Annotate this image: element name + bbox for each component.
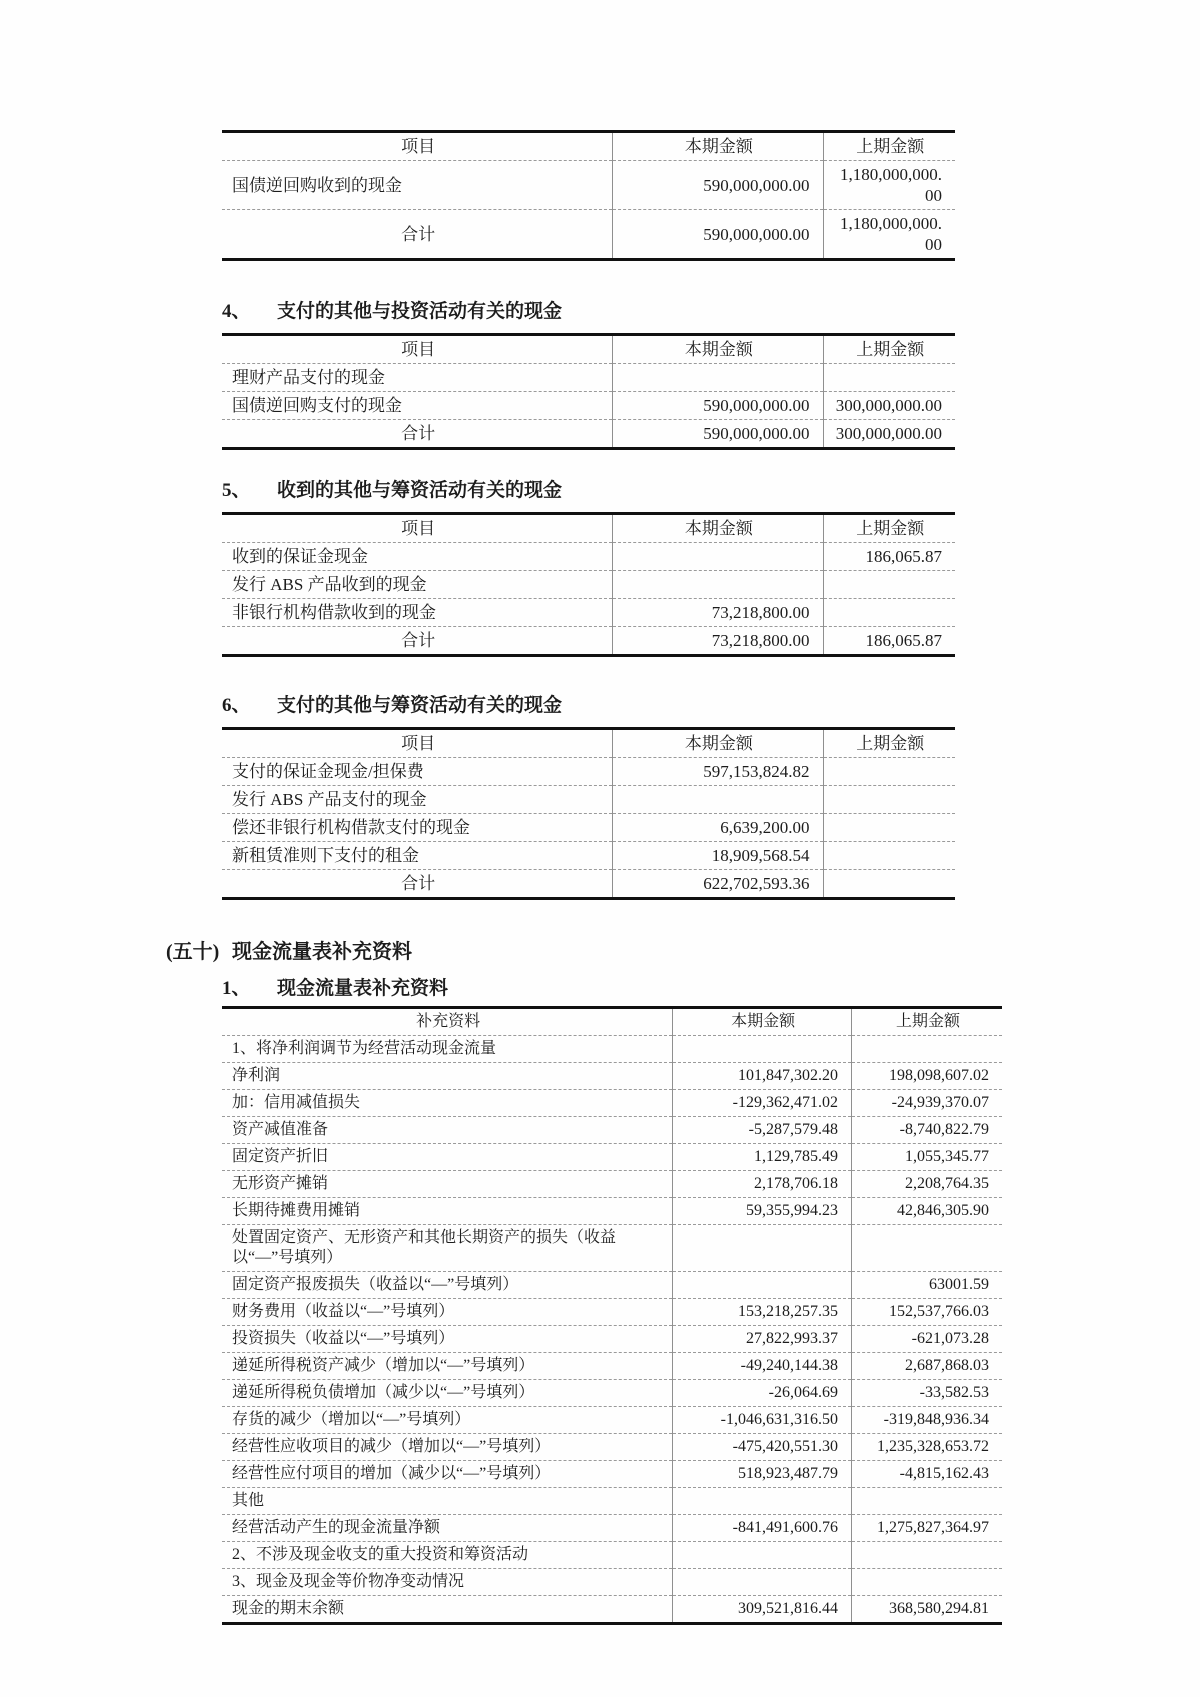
item-cell: 2、不涉及现金收支的重大投资和筹资活动 (222, 1542, 673, 1569)
item-cell: 偿还非银行机构借款支付的现金 (222, 814, 613, 842)
prior-amount-cell: -4,815,162.43 (851, 1461, 1002, 1488)
current-amount-cell: 59,355,994.23 (673, 1198, 852, 1225)
prior-amount-cell: 186,065.87 (823, 627, 955, 656)
table-other-investing-paid (222, 333, 1012, 450)
item-cell: 合计 (222, 870, 613, 899)
current-amount-cell: 101,847,302.20 (673, 1063, 852, 1090)
prior-amount-cell: 152,537,766.03 (851, 1299, 1002, 1326)
table-row (222, 364, 955, 392)
table-row (222, 1090, 1002, 1117)
item-cell: 合计 (222, 210, 613, 260)
item-cell: 固定资产报废损失（收益以“—”号填列） (222, 1272, 673, 1299)
heading-text: 支付的其他与投资活动有关的现金 (277, 301, 563, 322)
prior-amount-cell: -24,939,370.07 (851, 1090, 1002, 1117)
table-row (222, 1272, 1002, 1299)
heading-number: 4、 (222, 301, 251, 322)
heading-text: 现金流量表补充资料 (232, 941, 412, 963)
current-amount-cell (673, 1225, 852, 1272)
table-row (222, 1299, 1002, 1326)
prior-amount-cell (851, 1036, 1002, 1063)
prior-amount-cell (851, 1225, 1002, 1272)
current-amount-cell (613, 364, 823, 392)
column-header-item: 项目 (401, 734, 436, 753)
current-amount-cell: 18,909,568.54 (613, 842, 823, 870)
heading-section-4 (222, 299, 1012, 325)
prior-amount-cell (823, 758, 955, 786)
table-row (222, 1515, 1002, 1542)
table-row (222, 1171, 1002, 1198)
item-cell: 存货的减少（增加以“—”号填列） (222, 1407, 673, 1434)
prior-amount-cell: -621,073.28 (851, 1326, 1002, 1353)
table-total-row (222, 627, 955, 656)
table-row (222, 786, 955, 814)
item-cell: 加：信用减值损失 (222, 1090, 673, 1117)
table-total-row (222, 870, 955, 899)
table-total-row (222, 210, 955, 260)
column-header-item: 补充资料 (416, 1013, 481, 1030)
prior-amount-cell (823, 571, 955, 599)
prior-amount-cell: 300,000,000.00 (823, 392, 955, 420)
table-cash-flow-supplement (222, 1006, 1012, 1625)
current-amount-cell: 153,218,257.35 (673, 1299, 852, 1326)
table-row (222, 1434, 1002, 1461)
column-header-prior-period: 上期金额 (823, 335, 955, 364)
current-amount-cell: -26,064.69 (673, 1380, 852, 1407)
column-header-item: 项目 (401, 519, 436, 538)
item-cell: 1、将净利润调节为经营活动现金流量 (222, 1036, 673, 1063)
item-cell: 3、现金及现金等价物净变动情况 (222, 1569, 673, 1596)
table-row (222, 571, 955, 599)
table-row (222, 1461, 1002, 1488)
column-header-item: 项目 (401, 340, 436, 359)
item-cell: 发行 ABS 产品支付的现金 (222, 786, 613, 814)
table-row (222, 1353, 1002, 1380)
prior-amount-cell: 1,235,328,653.72 (851, 1434, 1002, 1461)
table-row (222, 1380, 1002, 1407)
prior-amount-cell: 186,065.87 (823, 543, 955, 571)
table-row (222, 1198, 1002, 1225)
column-header-current-period: 本期金额 (673, 1008, 852, 1036)
item-cell: 其他 (222, 1488, 673, 1515)
table-total-row (222, 420, 955, 449)
current-amount-cell: 590,000,000.00 (613, 420, 823, 449)
current-amount-cell: 518,923,487.79 (673, 1461, 852, 1488)
table-row (222, 1407, 1002, 1434)
column-header-prior-period: 上期金额 (823, 729, 955, 758)
column-header-current-period: 本期金额 (613, 335, 823, 364)
heading-subsection-1 (222, 976, 1012, 1002)
prior-amount-cell: 300,000,000.00 (823, 420, 955, 449)
item-cell: 合计 (222, 420, 613, 449)
current-amount-cell: -49,240,144.38 (673, 1353, 852, 1380)
item-cell: 净利润 (222, 1063, 673, 1090)
column-header-current-period: 本期金额 (613, 729, 823, 758)
item-cell: 资产减值准备 (222, 1117, 673, 1144)
column-header-current-period: 本期金额 (613, 132, 823, 161)
prior-amount-cell: 1,055,345.77 (851, 1144, 1002, 1171)
table-other-financing-paid (222, 727, 955, 900)
column-header-prior-period: 上期金额 (823, 132, 955, 161)
heading-text: 收到的其他与筹资活动有关的现金 (277, 480, 563, 501)
prior-amount-cell: 368,580,294.81 (851, 1596, 1002, 1624)
prior-amount-cell (823, 870, 955, 899)
table-row (222, 543, 955, 571)
table-gov-repo-received-continued (222, 130, 1012, 261)
table-row (222, 1144, 1002, 1171)
column-header-prior-period: 上期金额 (823, 514, 955, 543)
prior-amount-cell: 198,098,607.02 (851, 1063, 1002, 1090)
table-other-financing-received (222, 512, 955, 657)
prior-amount-cell (851, 1488, 1002, 1515)
table-header-row (222, 729, 955, 758)
column-header-current-period: 本期金额 (613, 514, 823, 543)
item-cell: 经营性应收项目的减少（增加以“—”号填列） (222, 1434, 673, 1461)
heading-number: (五十) (166, 941, 220, 963)
table-row (222, 1225, 1002, 1272)
current-amount-cell (673, 1488, 852, 1515)
table-row (222, 1326, 1002, 1353)
item-cell: 国债逆回购支付的现金 (222, 392, 613, 420)
current-amount-cell: 590,000,000.00 (613, 161, 823, 210)
current-amount-cell: 1,129,785.49 (673, 1144, 852, 1171)
current-amount-cell: 6,639,200.00 (613, 814, 823, 842)
current-amount-cell: 597,153,824.82 (613, 758, 823, 786)
current-amount-cell: -129,362,471.02 (673, 1090, 852, 1117)
column-header-item: 项目 (401, 137, 436, 156)
prior-amount-cell (823, 364, 955, 392)
current-amount-cell (673, 1542, 852, 1569)
current-amount-cell (613, 543, 823, 571)
item-cell: 国债逆回购收到的现金 (222, 161, 613, 210)
current-amount-cell: -841,491,600.76 (673, 1515, 852, 1542)
item-cell: 经营活动产生的现金流量净额 (222, 1515, 673, 1542)
current-amount-cell: -5,287,579.48 (673, 1117, 852, 1144)
prior-amount-cell: 63001.59 (851, 1272, 1002, 1299)
current-amount-cell: 73,218,800.00 (613, 627, 823, 656)
table-gov-repo-received-continued (222, 130, 955, 261)
table-header-row (222, 335, 955, 364)
prior-amount-cell: 1,180,000,000.00 (823, 210, 955, 260)
heading-text: 支付的其他与筹资活动有关的现金 (277, 695, 563, 716)
table-row (222, 161, 955, 210)
prior-amount-cell: 2,687,868.03 (851, 1353, 1002, 1380)
item-cell: 新租赁准则下支付的租金 (222, 842, 613, 870)
current-amount-cell (673, 1272, 852, 1299)
item-cell: 现金的期末余额 (222, 1596, 673, 1624)
table-row (222, 1117, 1002, 1144)
table-row (222, 392, 955, 420)
prior-amount-cell: 2,208,764.35 (851, 1171, 1002, 1198)
prior-amount-cell (823, 814, 955, 842)
current-amount-cell: 590,000,000.00 (613, 392, 823, 420)
item-cell: 非银行机构借款收到的现金 (222, 599, 613, 627)
table-row (222, 1569, 1002, 1596)
prior-amount-cell (823, 786, 955, 814)
prior-amount-cell (823, 599, 955, 627)
table-row (222, 1488, 1002, 1515)
current-amount-cell: 622,702,593.36 (613, 870, 823, 899)
heading-number: 5、 (222, 480, 251, 501)
item-cell: 递延所得税资产减少（增加以“—”号填列） (222, 1353, 673, 1380)
item-cell: 财务费用（收益以“—”号填列） (222, 1299, 673, 1326)
current-amount-cell: 2,178,706.18 (673, 1171, 852, 1198)
item-cell: 递延所得税负债增加（减少以“—”号填列） (222, 1380, 673, 1407)
heading-section-5 (222, 478, 1012, 504)
prior-amount-cell: -8,740,822.79 (851, 1117, 1002, 1144)
table-row (222, 599, 955, 627)
prior-amount-cell: 1,275,827,364.97 (851, 1515, 1002, 1542)
current-amount-cell: 590,000,000.00 (613, 210, 823, 260)
table-row (222, 1596, 1002, 1624)
prior-amount-cell (851, 1542, 1002, 1569)
current-amount-cell: -475,420,551.30 (673, 1434, 852, 1461)
prior-amount-cell (851, 1569, 1002, 1596)
item-cell: 无形资产摊销 (222, 1171, 673, 1198)
table-row (222, 1542, 1002, 1569)
item-cell: 合计 (222, 627, 613, 656)
table-row (222, 758, 955, 786)
table-row (222, 814, 955, 842)
item-cell: 固定资产折旧 (222, 1144, 673, 1171)
heading-text: 现金流量表补充资料 (277, 978, 449, 999)
current-amount-cell: -1,046,631,316.50 (673, 1407, 852, 1434)
item-cell: 理财产品支付的现金 (222, 364, 613, 392)
prior-amount-cell: 42,846,305.90 (851, 1198, 1002, 1225)
table-other-financing-paid (222, 727, 1012, 900)
item-cell: 投资损失（收益以“—”号填列） (222, 1326, 673, 1353)
table-header-row (222, 514, 955, 543)
table-row (222, 842, 955, 870)
heading-number: 1、 (222, 978, 251, 999)
current-amount-cell (673, 1036, 852, 1063)
column-header-prior-period: 上期金额 (851, 1008, 1002, 1036)
item-cell: 支付的保证金现金/担保费 (222, 758, 613, 786)
item-cell: 经营性应付项目的增加（减少以“—”号填列） (222, 1461, 673, 1488)
heading-section-50 (166, 938, 1012, 966)
current-amount-cell (613, 571, 823, 599)
item-cell: 收到的保证金现金 (222, 543, 613, 571)
item-cell: 处置固定资产、无形资产和其他长期资产的损失（收益以“—”号填列） (222, 1225, 673, 1272)
prior-amount-cell (823, 842, 955, 870)
prior-amount-cell: -319,848,936.34 (851, 1407, 1002, 1434)
current-amount-cell (673, 1569, 852, 1596)
document-content (166, 0, 1012, 1625)
prior-amount-cell: 1,180,000,000.00 (823, 161, 955, 210)
prior-amount-cell: -33,582.53 (851, 1380, 1002, 1407)
table-cash-flow-supplement (222, 1006, 1002, 1625)
current-amount-cell: 309,521,816.44 (673, 1596, 852, 1624)
heading-number: 6、 (222, 695, 251, 716)
table-other-financing-received (222, 512, 1012, 657)
heading-section-6 (222, 693, 1012, 719)
table-header-row (222, 1008, 1002, 1036)
current-amount-cell: 73,218,800.00 (613, 599, 823, 627)
table-row (222, 1063, 1002, 1090)
item-cell: 长期待摊费用摊销 (222, 1198, 673, 1225)
item-cell: 发行 ABS 产品收到的现金 (222, 571, 613, 599)
table-other-investing-paid (222, 333, 955, 450)
current-amount-cell: 27,822,993.37 (673, 1326, 852, 1353)
current-amount-cell (613, 786, 823, 814)
table-header-row (222, 132, 955, 161)
table-row (222, 1036, 1002, 1063)
